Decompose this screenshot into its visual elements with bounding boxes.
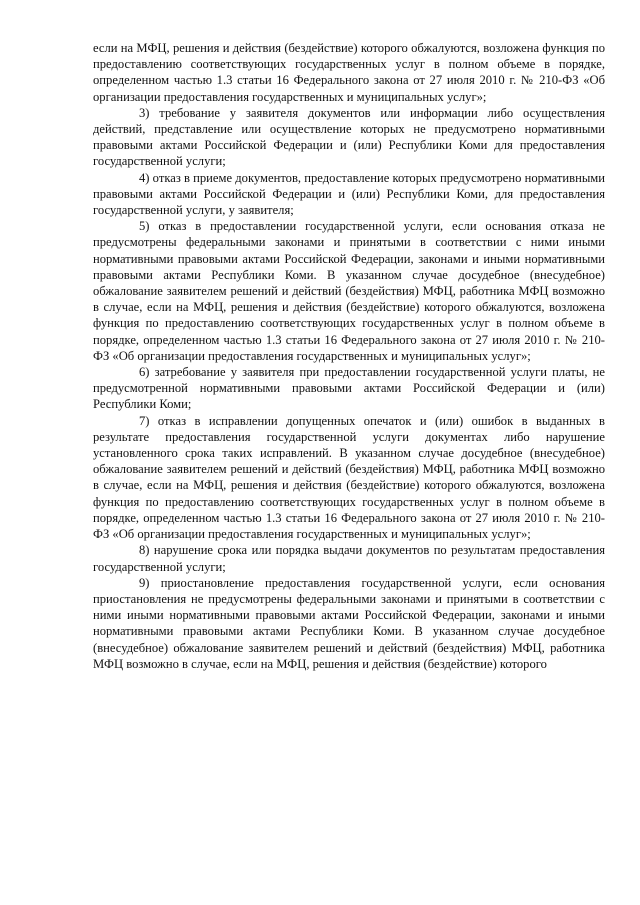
paragraph-item-9: 9) приостановление предоставления государственной услуги, если основания приостановления не предусмотрены федеральными законами и принятыми в соответствии с ними иными нормативными правовыми актами Российской Федерации, законами и иными нормативными правовыми актами Республики Коми. В указанном случае досудебное (внесудебное) обжалование заявителем решений и действий (бездействия) МФЦ, работника МФЦ возможно в случае, если на МФЦ, решения и действия (бездействие) которого	[93, 575, 605, 671]
paragraph-continuation: если на МФЦ, решения и действия (бездействие) которого обжалуются, возложена функция по предоставлению соответствующих государственных услуг в полном объеме в порядке, определенном частью 1.3 статьи 16 Федерального закона от 27 июля 2010 г. № 210-ФЗ «Об организации предоставления государственных и муниципальных услуг»;	[93, 41, 605, 104]
paragraph-item-8: 8) нарушение срока или порядка выдачи документов по результатам предоставления государственной услуги;	[93, 543, 605, 574]
paragraph-item-7: 7) отказ в исправлении допущенных опечаток и (или) ошибок в выданных в результате предоставления государственной услуги документах либо нарушение установленного срока таких исправлений. В указанном случае досудебное (внесудебное) обжалование заявителем решений и действий (бездействия) МФЦ, работника МФЦ возможно в случае, если на МФЦ, решения и действия (бездействие) которого обжалуются, возложена функция по предоставлению соответствующих государственных услуг в полном объеме в порядке, определенном частью 1.3 статьи 16 Федерального закона от 27 июля 2010 г. № 210-ФЗ «Об организации предоставления государственных и муниципальных услуг»;	[93, 413, 605, 542]
paragraph-item-4: 4) отказ в приеме документов, предоставление которых предусмотрено нормативными правовыми актами Российской Федерации и (или) Республики Коми, для предоставления государственной услуги, у заявителя;	[93, 170, 605, 218]
document-page	[93, 40, 605, 672]
paragraph-item-5: 5) отказ в предоставлении государственной услуги, если основания отказа не предусмотрены федеральными законами и принятыми в соответствии с ними иными нормативными правовыми актами Российской Федерации, законами и иными нормативными правовыми актами Республики Коми. В указанном случае досудебное (внесудебное) обжалование заявителем решений и действий (бездействия) МФЦ, работника МФЦ возможно в случае, если на МФЦ, решения и действия (бездействие) которого обжалуются, возложена функция по предоставлению соответствующих государственных услуг в полном объеме в порядке, определенном частью 1.3 статьи 16 Федерального закона от 27 июля 2010 г. № 210-ФЗ «Об организации предоставления государственных и муниципальных услуг»;	[93, 219, 605, 363]
paragraph-item-3: 3) требование у заявителя документов или информации либо осуществления действий, представление или осуществление которых не предусмотрено нормативными правовыми актами Российской Федерации и (или) Республики Коми для предоставления государственной услуги;	[93, 105, 605, 169]
paragraph-item-6: 6) затребование у заявителя при предоставлении государственной услуги платы, не предусмотренной нормативными правовыми актами Российской Федерации и (или) Республики Коми;	[93, 365, 605, 412]
